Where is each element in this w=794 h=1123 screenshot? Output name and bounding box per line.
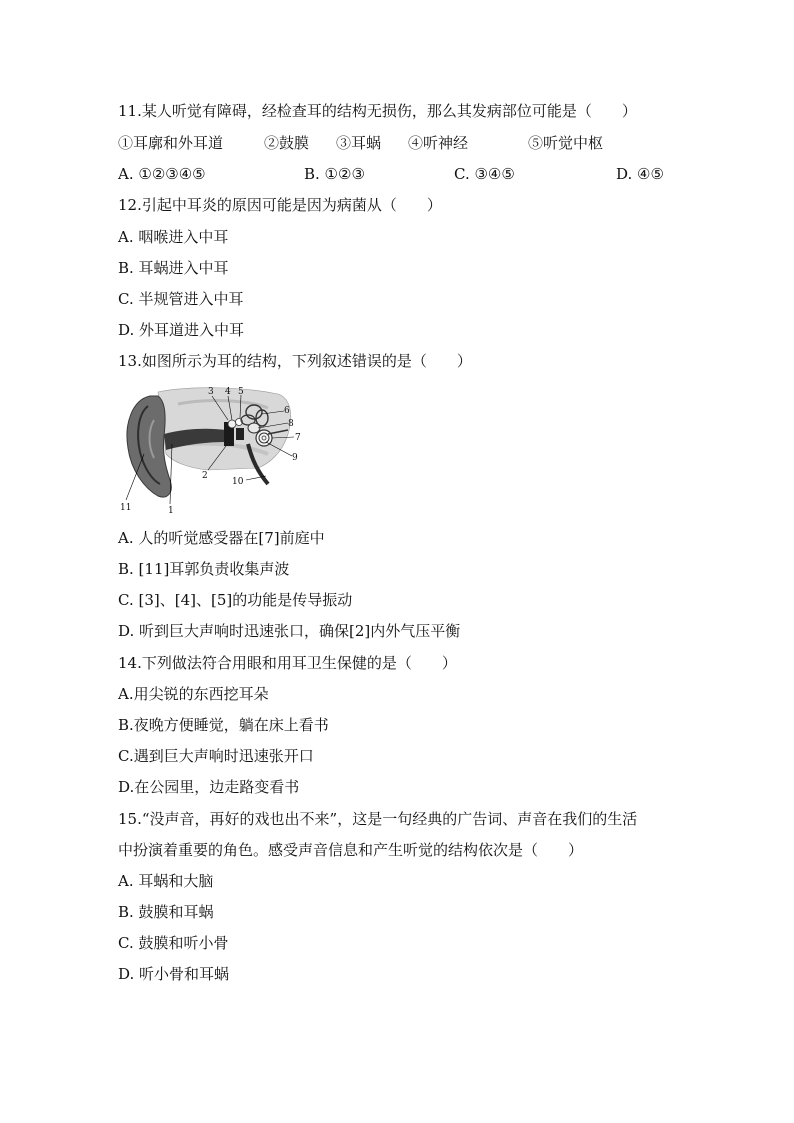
q11-item-3: ③耳蜗 xyxy=(336,134,382,152)
q14-stem: 14.下列做法符合用眼和用耳卫生保健的是（ ） xyxy=(118,654,457,672)
q11-option-c: C. ③④⑤ xyxy=(454,165,515,183)
q15-option-c: C. 鼓膜和听小骨 xyxy=(118,934,229,952)
figure-label-5: 5 xyxy=(238,387,244,397)
q13-option-d: D. 听到巨大声响时迅速张口，确保[2]内外气压平衡 xyxy=(118,622,461,640)
q11-options xyxy=(118,164,678,184)
q14-option-d: D.在公园里，边走路变看书 xyxy=(118,778,300,796)
q11-item-1: ①耳廓和外耳道 xyxy=(118,134,224,152)
q11-option-b: B. ①②③ xyxy=(304,165,365,183)
q12-option-d: D. 外耳道进入中耳 xyxy=(118,321,245,339)
q13-option-c: C. [3]、[4]、[5]的功能是传导振动 xyxy=(118,591,353,609)
figure-label-1: 1 xyxy=(168,506,174,516)
q15-stem-line-2: 中扮演着重要的角色。感受声音信息和产生听觉的结构依次是（ ） xyxy=(118,841,584,859)
q12-stem: 12.引起中耳炎的原因可能是因为病菌从（ ） xyxy=(118,196,442,214)
figure-label-10: 10 xyxy=(232,477,244,487)
figure-label-9: 9 xyxy=(292,453,298,463)
q12-option-c: C. 半规管进入中耳 xyxy=(118,290,244,308)
q14-option-b: B.夜晚方便睡觉，躺在床上看书 xyxy=(118,716,329,734)
q11-items xyxy=(118,133,678,153)
q13-option-b: B. [11]耳郭负责收集声波 xyxy=(118,560,290,578)
figure-label-8: 8 xyxy=(288,419,294,429)
q15-stem-line-1: 15.“没声音，再好的戏也出不来”，这是一句经典的广告词、声音在我们的生活 xyxy=(118,810,638,828)
q15-option-d: D. 听小骨和耳蜗 xyxy=(118,965,230,983)
q13-option-a: A. 人的听觉感受器在[7]前庭中 xyxy=(118,529,325,547)
q11-item-5: ⑤听觉中枢 xyxy=(528,134,604,152)
q11-stem: 11.某人听觉有障碍，经检查耳的结构无损伤，那么其发病部位可能是（ ） xyxy=(118,102,637,120)
q11-item-4: ④听神经 xyxy=(408,134,469,152)
ear-diagram-icon xyxy=(118,384,304,516)
q15-option-b: B. 鼓膜和耳蜗 xyxy=(118,903,214,921)
figure-label-3: 3 xyxy=(208,387,214,397)
q11-item-2: ②鼓膜 xyxy=(264,134,310,152)
figure-label-4: 4 xyxy=(225,387,231,397)
q12-option-b: B. 耳蜗进入中耳 xyxy=(118,259,229,277)
figure-label-6: 6 xyxy=(284,406,290,416)
q11-option-d: D. ④⑤ xyxy=(616,165,664,183)
q13-stem: 13.如图所示为耳的结构，下列叙述错误的是（ ） xyxy=(118,352,472,370)
figure-label-7: 7 xyxy=(295,433,301,443)
q14-option-a: A.用尖锐的东西挖耳朵 xyxy=(118,685,269,703)
q11-option-a: A. ①②③④⑤ xyxy=(118,165,206,183)
q12-option-a: A. 咽喉进入中耳 xyxy=(118,228,229,246)
q14-option-c: C.遇到巨大声响时迅速张开口 xyxy=(118,747,314,765)
figure-label-2: 2 xyxy=(202,471,208,481)
figure-label-11: 11 xyxy=(120,503,132,513)
q15-option-a: A. 耳蜗和大脑 xyxy=(118,872,214,890)
ear-structure-figure xyxy=(118,384,304,516)
